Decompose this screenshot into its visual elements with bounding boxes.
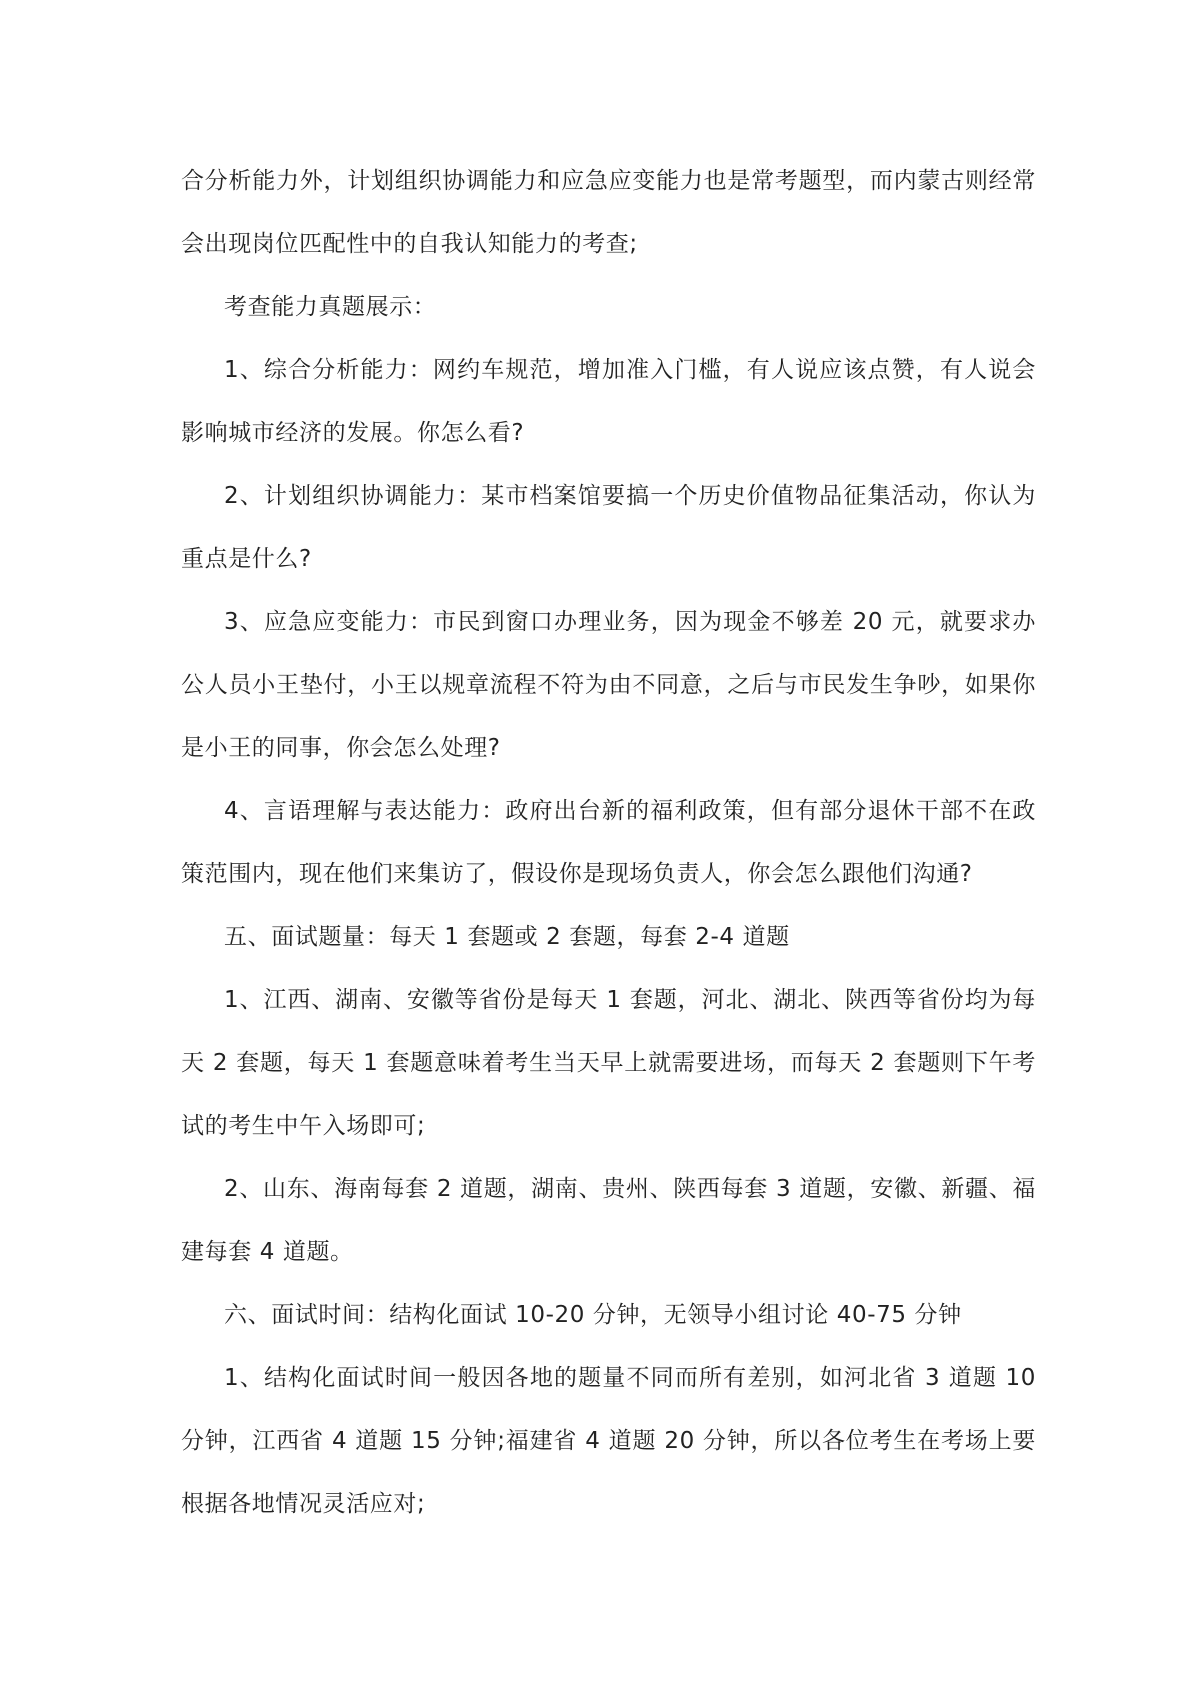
paragraph-section5-item-2: 2、山东、海南每套 2 道题，湖南、贵州、陕西每套 3 道题，安徽、新疆、福建每套 4 道题。 [181,1176,1036,1265]
paragraph-section5-item-1: 1、江西、湖南、安徽等省份是每天 1 套题，河北、湖北、陕西等省份均为每天 2 套题，每天 1 套题意味着考生当天早上就需要进场，而每天 2 套题则下午考试的考生中午入场即可; [181,987,1036,1139]
paragraph-item-4: 4、言语理解与表达能力：政府出台新的福利政策，但有部分退休干部不在政策范围内，现在他们来集访了，假设你是现场负责人，你会怎么跟他们沟通? [181,798,1036,887]
paragraph-section-intro: 考查能力真题展示： [224,294,437,320]
paragraph-item-2: 2、计划组织协调能力：某市档案馆要搞一个历史价值物品征集活动，你认为重点是什么? [181,483,1036,572]
paragraph-continuation: 合分析能力外，计划组织协调能力和应急应变能力也是常考题型，而内蒙古则经常会出现岗位匹配性中的自我认知能力的考查; [181,168,1036,257]
paragraph-item-3: 3、应急应变能力：市民到窗口办理业务，因为现金不够差 20 元，就要求办公人员小王垫付，小王以规章流程不符为由不同意，之后与市民发生争吵，如果你是小王的同事，你会怎么处理? [181,609,1036,761]
paragraph-section6-item-1: 1、结构化面试时间一般因各地的题量不同而所有差别，如河北省 3 道题 10 分钟，江西省 4 道题 15 分钟;福建省 4 道题 20 分钟，所以各位考生在考场上要根据各地情况灵活应对; [181,1365,1036,1517]
paragraph-item-1: 1、综合分析能力：网约车规范，增加准入门槛，有人说应该点赞，有人说会影响城市经济的发展。你怎么看? [181,357,1036,446]
document-body [181,150,1036,1536]
section-heading-5: 五、面试题量：每天 1 套题或 2 套题，每套 2-4 道题 [224,924,790,950]
section-heading-6: 六、面试时间：结构化面试 10-20 分钟，无领导小组讨论 40-75 分钟 [224,1302,962,1328]
